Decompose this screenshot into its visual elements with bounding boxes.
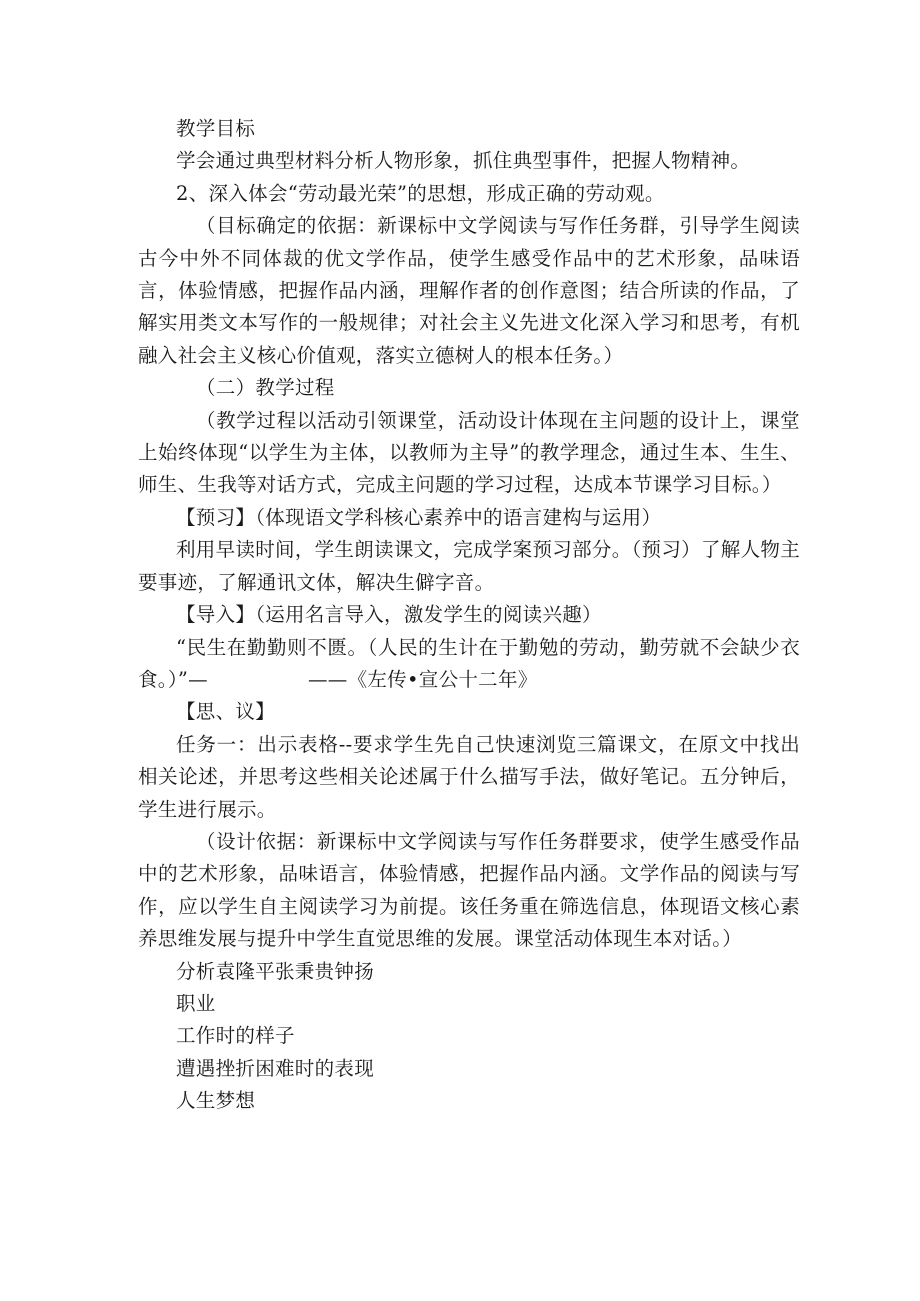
intro-quote-text: “民生在勤勤则不匮。（人民的生计在于勤勉的劳动，勤劳就不会缺少衣食。）”—	[138, 635, 800, 691]
preview-heading: 【预习】（体现语文学科核心素养中的语言建构与运用）	[176, 505, 662, 529]
intro-heading: 【导入】（运用名言导入，激发学生的阅读兴趣）	[176, 603, 602, 627]
preview-body: 利用早读时间，学生朗读课文，完成学案预习部分。（预习）了解人物主要事迹，了解通讯文体，解决生僻字音。	[138, 538, 800, 594]
design-basis: （设计依据：新课标中文学阅读与写作任务群要求，使学生感受作品中的艺术形象，品味语言，体验情感，把握作品内涵。文学作品的阅读与写作，应以学生自主阅读学习为前提。该任务重在筛选信息，体现语文核心素养思维发展与提升中学生直觉思维的发展。课堂活动体现生本对话。）	[138, 829, 800, 951]
document-body	[138, 113, 800, 1118]
intro-quote-source: ——《左传•宣公十二年》	[307, 667, 538, 691]
think-heading: 【思、议】	[176, 700, 276, 724]
table-item: 分析袁隆平张秉贵钟扬	[176, 959, 375, 983]
table-item: 职业	[176, 991, 216, 1015]
objective-1: 学会通过典型材料分析人物形象，抓住典型事件，把握人物精神。	[176, 149, 751, 173]
task-1: 任务一：出示表格--要求学生先自己快速浏览三篇课文，在原文中找出相关论述，并思考这些相关论述属于什么描写手法，做好笔记。五分钟后，学生进行展示。	[138, 732, 800, 821]
heading-process: （二）教学过程	[196, 376, 335, 400]
table-item: 人生梦想	[176, 1089, 256, 1113]
process-description: （教学过程以活动引领课堂，活动设计体现在主问题的设计上，课堂上始终体现“以学生为主体，以教师为主导”的教学理念，通过生本、生生、师生、生我等对话方式，完成主问题的学习过程，达成本节课学习目标。）	[138, 408, 800, 497]
objective-basis: （目标确定的依据：新课标中文学阅读与写作任务群，引导学生阅读古今中外不同体裁的优文学作品，使学生感受作品中的艺术形象，品味语言，体验情感，把握作品内涵，理解作者的创作意图；结合所读的作品，了解实用类文本写作的一般规律；对社会主义先进文化深入学习和思考，有机融入社会主义核心价值观，落实立德树人的根本任务。）	[138, 214, 800, 367]
intro-quote	[138, 632, 800, 697]
objective-2: 2、深入体会“劳动最光荣”的思想，形成正确的劳动观。	[176, 181, 665, 205]
heading-objectives: 教学目标	[176, 117, 256, 140]
table-item: 工作时的样子	[176, 1024, 295, 1048]
table-item: 遭遇挫折困难时的表现	[176, 1056, 375, 1080]
